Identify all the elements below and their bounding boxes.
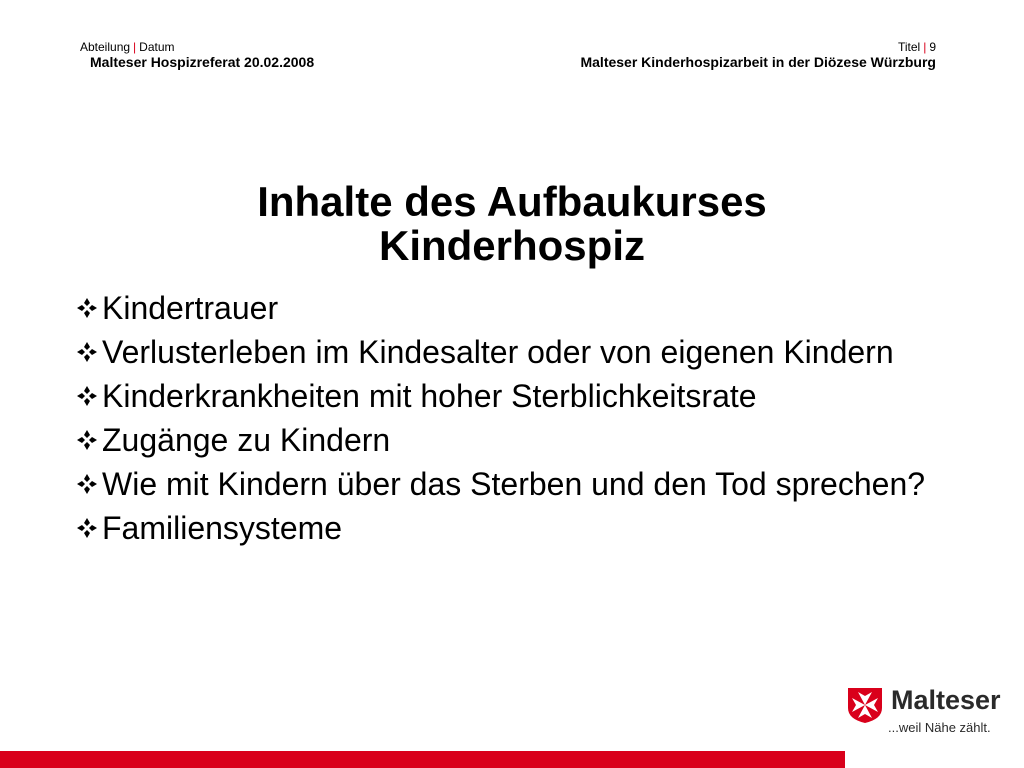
page-number: 9: [929, 40, 936, 54]
bullet-text: Zugänge zu Kindern: [102, 422, 391, 458]
header-left-separator: |: [133, 40, 137, 54]
slide-title-line-1: Inhalte des Aufbaukurses: [257, 178, 767, 225]
bullet-item: [76, 378, 976, 414]
diamond-flower-bullet-icon: [76, 517, 98, 539]
diamond-flower-bullet-icon: [76, 473, 98, 495]
malteser-logo: [846, 684, 1016, 744]
bullet-item: [76, 466, 976, 502]
logo-name: Malteser: [891, 685, 1001, 715]
diamond-flower-bullet-icon: [76, 341, 98, 363]
header-right-meta: [416, 40, 936, 54]
bullet-item: [76, 510, 976, 546]
bullet-text: Kindertrauer: [102, 290, 279, 326]
header-right-separator: |: [923, 40, 927, 54]
maltese-cross-shield-icon: [846, 686, 884, 724]
bullet-text: Familiensysteme: [102, 510, 343, 546]
document-title-value: Malteser Kinderhospizarbeit in der Diözese Würzburg: [580, 54, 936, 70]
header-right: [416, 40, 936, 71]
title-label: Titel: [897, 40, 921, 54]
department-label: Abteilung: [80, 40, 131, 54]
diamond-flower-bullet-icon: [76, 297, 98, 319]
date-label: Datum: [139, 40, 175, 54]
footer-accent-bar: [0, 751, 845, 768]
diamond-flower-bullet-icon: [76, 429, 98, 451]
bullet-item: [76, 422, 976, 458]
bullet-item: [76, 334, 976, 370]
bullet-item: [76, 290, 976, 326]
bullet-text: Kinderkrankheiten mit hoher Sterblichkeitsrate: [102, 378, 757, 414]
department-date-value: Malteser Hospizreferat 20.02.2008: [90, 54, 315, 70]
bullet-list: [76, 290, 976, 554]
bullet-text: Wie mit Kindern über das Sterben und den Tod sprechen?: [102, 466, 926, 502]
logo-tagline: ...weil Nähe zählt.: [888, 720, 991, 735]
slide-title: [130, 180, 894, 268]
slide-title-line-2: Kinderhospiz: [378, 222, 645, 269]
diamond-flower-bullet-icon: [76, 385, 98, 407]
bullet-text: Verlusterleben im Kindesalter oder von eigenen Kindern: [102, 334, 894, 370]
